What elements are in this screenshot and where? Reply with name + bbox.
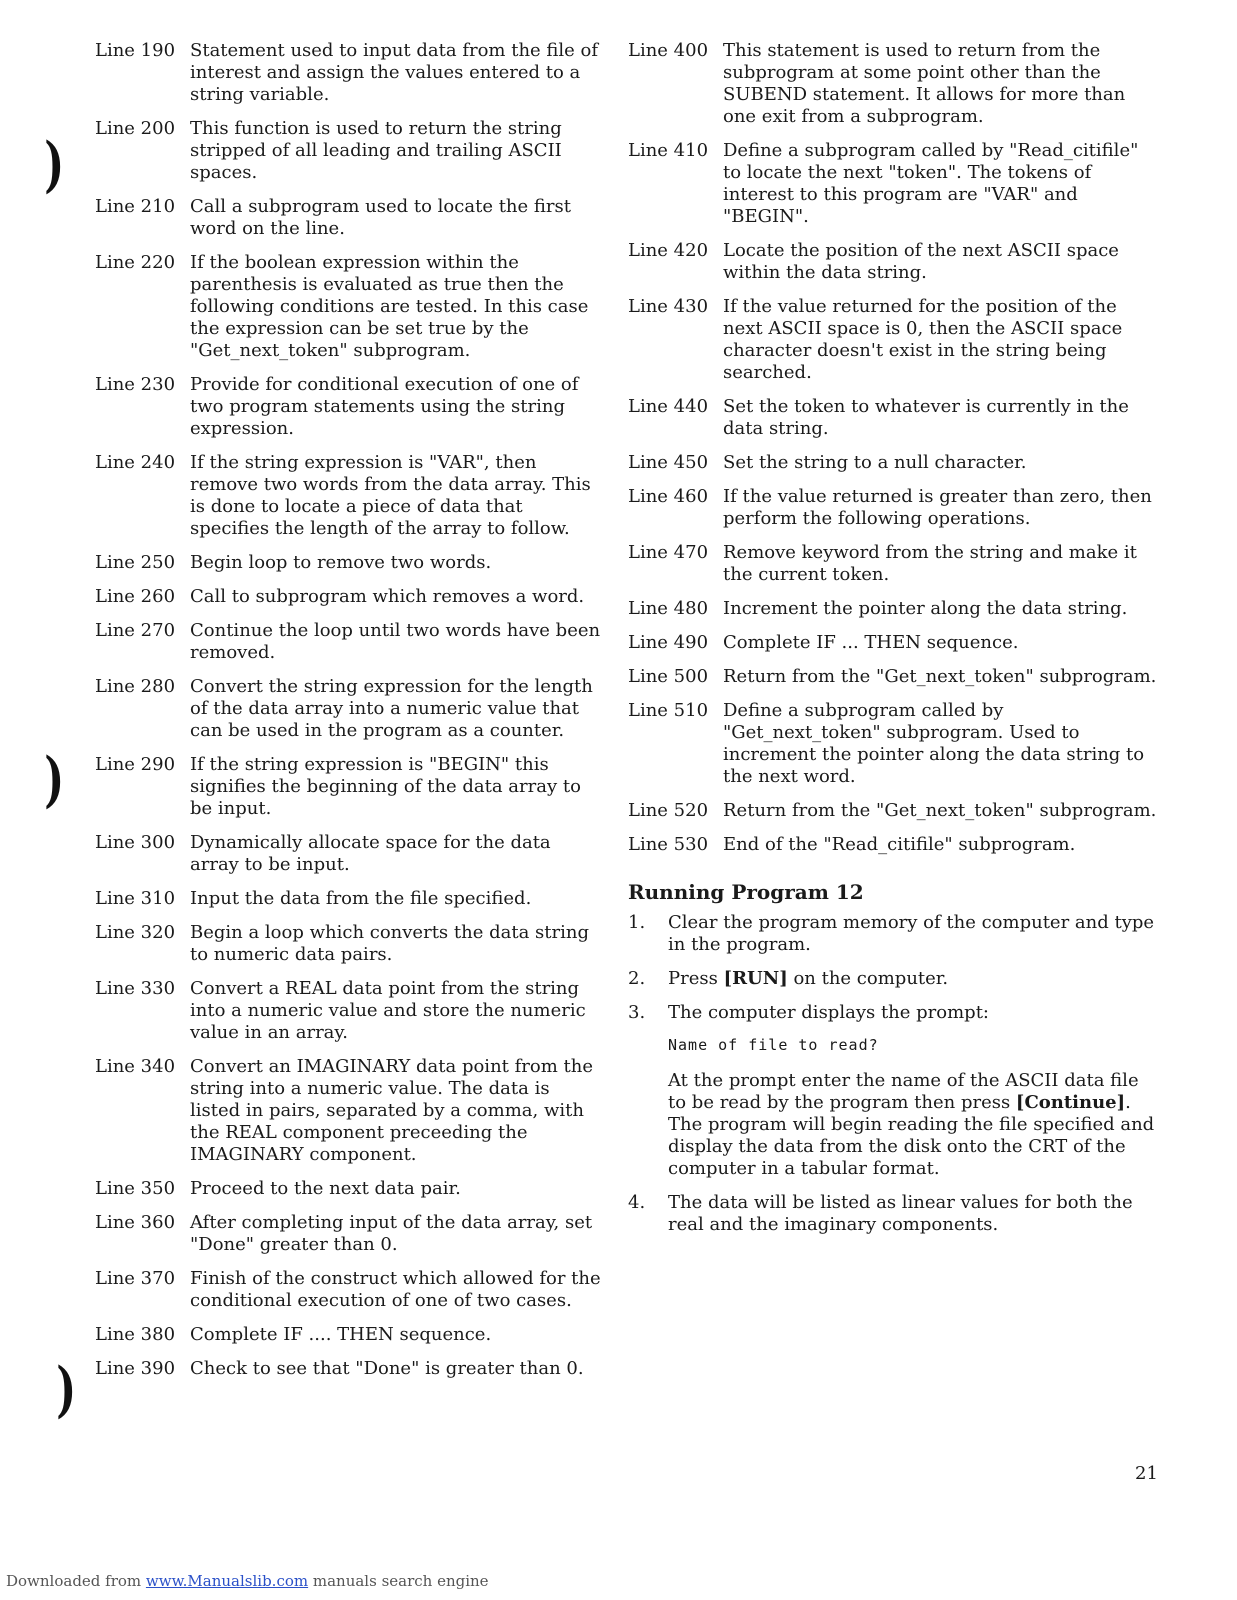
step-number: 1.: [628, 912, 646, 933]
line-number: Line 360: [95, 1212, 176, 1233]
line-entry: [628, 240, 1158, 284]
line-description: Set the string to a null character.: [723, 452, 1027, 473]
line-entry: [628, 396, 1158, 440]
line-description: Define a subprogram called by "Read_citifile" to locate the next "token". The tokens of interest to this program are "VAR" and "BEGIN".: [723, 140, 1139, 227]
line-entry: [628, 486, 1158, 530]
line-entry: [628, 542, 1158, 586]
line-number: Line 250: [95, 552, 176, 573]
line-entry: [95, 832, 605, 876]
step-body: [668, 1002, 1158, 1180]
step-2: [628, 968, 1158, 990]
line-number: Line 380: [95, 1324, 176, 1345]
line-description: Set the token to whatever is currently in the data string.: [723, 396, 1129, 439]
line-entry: [628, 834, 1158, 856]
line-entry: [95, 252, 605, 362]
line-number: Line 480: [628, 598, 709, 619]
footer: [6, 1572, 489, 1590]
line-number: Line 260: [95, 586, 176, 607]
line-description: Remove keyword from the string and make it the current token.: [723, 542, 1137, 585]
line-entry: [95, 754, 605, 820]
page-number: 21: [1135, 1463, 1158, 1484]
step-3: [628, 1002, 1158, 1180]
line-entry: [95, 676, 605, 742]
line-number: Line 530: [628, 834, 709, 855]
line-description: Return from the "Get_next_token" subprogram.: [723, 666, 1157, 687]
line-description: Continue the loop until two words have been removed.: [190, 620, 601, 663]
line-description: After completing input of the data array, set "Done" greater than 0.: [190, 1212, 593, 1255]
right-column: [628, 40, 1158, 1248]
step-number: 2.: [628, 968, 646, 989]
line-description: Statement used to input data from the file of interest and assign the values entered to a string variable.: [190, 40, 599, 105]
line-entry: [95, 1178, 605, 1200]
line-number: Line 240: [95, 452, 176, 473]
line-description: Begin loop to remove two words.: [190, 552, 492, 573]
line-number: Line 310: [95, 888, 176, 909]
line-description: Complete IF ... THEN sequence.: [723, 632, 1019, 653]
step-text: The computer displays the prompt:: [668, 1002, 989, 1023]
line-description: Call to subprogram which removes a word.: [190, 586, 585, 607]
binding-hole-mark: ): [44, 745, 65, 815]
prompt-text: Name of file to read?: [668, 1036, 879, 1054]
line-entry: [628, 140, 1158, 228]
line-number: Line 200: [95, 118, 176, 139]
run-key: [RUN]: [723, 968, 788, 989]
line-entry: [95, 1324, 605, 1346]
footer-suffix: manuals search engine: [308, 1572, 489, 1590]
line-description: If the value returned is greater than zero, then perform the following operations.: [723, 486, 1152, 529]
line-number: Line 490: [628, 632, 709, 653]
line-description: Increment the pointer along the data string.: [723, 598, 1128, 619]
line-description: Convert the string expression for the length of the data array into a numeric value that can be used in the program as a counter.: [190, 676, 593, 741]
line-number: Line 400: [628, 40, 709, 61]
line-entry: [628, 800, 1158, 822]
step-number: 4.: [628, 1192, 646, 1213]
step-text: Clear the program memory of the computer and type in the program.: [668, 912, 1155, 955]
line-description: Complete IF .... THEN sequence.: [190, 1324, 492, 1345]
line-entry: [95, 922, 605, 966]
line-number: Line 220: [95, 252, 176, 273]
line-entry: [95, 552, 605, 574]
step-text: The data will be listed as linear values for both the real and the imaginary components.: [668, 1192, 1133, 1235]
line-entry: [95, 452, 605, 540]
binding-hole-mark: ): [44, 130, 65, 200]
step-1: [628, 912, 1158, 956]
step-text-part: on the computer.: [787, 968, 949, 989]
line-number: Line 270: [95, 620, 176, 641]
line-entry: [95, 620, 605, 664]
step-text-part: . The program will begin reading the file specified and display the data from the disk onto the CRT of the computer in a tabular format.: [668, 1092, 1155, 1179]
line-number: Line 510: [628, 700, 709, 721]
line-description: This statement is used to return from the subprogram at some point other than the SUBEND statement. It allows for more than one exit from a subprogram.: [723, 40, 1126, 127]
continue-key: [Continue]: [1015, 1092, 1126, 1113]
line-number: Line 280: [95, 676, 176, 697]
line-number: Line 190: [95, 40, 176, 61]
line-entry: [628, 598, 1158, 620]
line-number: Line 230: [95, 374, 176, 395]
line-description: Finish of the construct which allowed for the conditional execution of one of two cases.: [190, 1268, 601, 1311]
line-number: Line 330: [95, 978, 176, 999]
line-entry: [628, 40, 1158, 128]
right-entries: [628, 40, 1158, 856]
binding-hole-mark: ): [56, 1355, 77, 1425]
line-number: Line 500: [628, 666, 709, 687]
line-description: Provide for conditional execution of one of two program statements using the string expression.: [190, 374, 579, 439]
line-description: Convert a REAL data point from the string into a numeric value and store the numeric value in an array.: [190, 978, 586, 1043]
line-description: If the value returned for the position of the next ASCII space is 0, then the ASCII space character doesn't exist in the string being searched.: [723, 296, 1123, 383]
line-number: Line 450: [628, 452, 709, 473]
line-entry: [95, 978, 605, 1044]
line-entry: [95, 40, 605, 106]
line-entry: [95, 1056, 605, 1166]
line-description: If the boolean expression within the parenthesis is evaluated as true then the following conditions are tested. In this case the expression can be set true by the "Get_next_token" subprogram.: [190, 252, 589, 361]
step-4: [628, 1192, 1158, 1236]
line-description: Locate the position of the next ASCII space within the data string.: [723, 240, 1119, 283]
line-entry: [628, 452, 1158, 474]
step-text-part: At the prompt enter the name of the ASCII data file to be read by the program then press: [668, 1070, 1139, 1113]
line-entry: [95, 1268, 605, 1312]
line-entry: [95, 888, 605, 910]
line-number: Line 410: [628, 140, 709, 161]
line-description: Dynamically allocate space for the data array to be input.: [190, 832, 551, 875]
line-number: Line 390: [95, 1358, 176, 1379]
left-column: [95, 40, 605, 1392]
line-entry: [95, 1212, 605, 1256]
line-number: Line 520: [628, 800, 709, 821]
line-entry: [95, 118, 605, 184]
line-description: End of the "Read_citifile" subprogram.: [723, 834, 1076, 855]
step-number: 3.: [628, 1002, 646, 1023]
line-entry: [628, 632, 1158, 654]
line-number: Line 470: [628, 542, 709, 563]
line-description: Define a subprogram called by "Get_next_token" subprogram. Used to increment the pointer along the data string to the next word.: [723, 700, 1145, 787]
line-number: Line 340: [95, 1056, 176, 1077]
line-number: Line 370: [95, 1268, 176, 1289]
line-description: Check to see that "Done" is greater than 0.: [190, 1358, 584, 1379]
line-number: Line 460: [628, 486, 709, 507]
line-description: Proceed to the next data pair.: [190, 1178, 461, 1199]
line-description: If the string expression is "VAR", then remove two words from the data array. This is done to locate a piece of data that specifies the length of the array to follow.: [190, 452, 591, 539]
line-description: Call a subprogram used to locate the first word on the line.: [190, 196, 571, 239]
step-paragraph: [668, 1070, 1158, 1180]
line-number: Line 420: [628, 240, 709, 261]
step-text: [668, 968, 1158, 990]
manualslib-link[interactable]: www.Manualslib.com: [145, 1572, 309, 1590]
line-entry: [628, 296, 1158, 384]
line-entry: [95, 1358, 605, 1380]
line-number: Line 430: [628, 296, 709, 317]
line-entry: [95, 586, 605, 608]
section-title: Running Program 12: [628, 880, 864, 904]
line-entry: [628, 666, 1158, 688]
line-number: Line 290: [95, 754, 176, 775]
line-number: Line 440: [628, 396, 709, 417]
step-text-part: Press: [668, 968, 724, 989]
line-description: This function is used to return the string stripped of all leading and trailing ASCII spaces.: [190, 118, 562, 183]
line-entry: [95, 196, 605, 240]
line-entry: [95, 374, 605, 440]
line-number: Line 350: [95, 1178, 176, 1199]
footer-prefix: Downloaded from: [6, 1572, 146, 1590]
line-description: Begin a loop which converts the data string to numeric data pairs.: [190, 922, 589, 965]
line-number: Line 210: [95, 196, 176, 217]
line-description: Input the data from the file specified.: [190, 888, 532, 909]
line-number: Line 300: [95, 832, 176, 853]
line-entry: [628, 700, 1158, 788]
line-description: Return from the "Get_next_token" subprogram.: [723, 800, 1157, 821]
line-number: Line 320: [95, 922, 176, 943]
line-description: If the string expression is "BEGIN" this signifies the beginning of the data array to be input.: [190, 754, 581, 819]
line-description: Convert an IMAGINARY data point from the string into a numeric value. The data is listed in pairs, separated by a comma, with the REAL component preceeding the IMAGINARY component.: [190, 1056, 593, 1165]
